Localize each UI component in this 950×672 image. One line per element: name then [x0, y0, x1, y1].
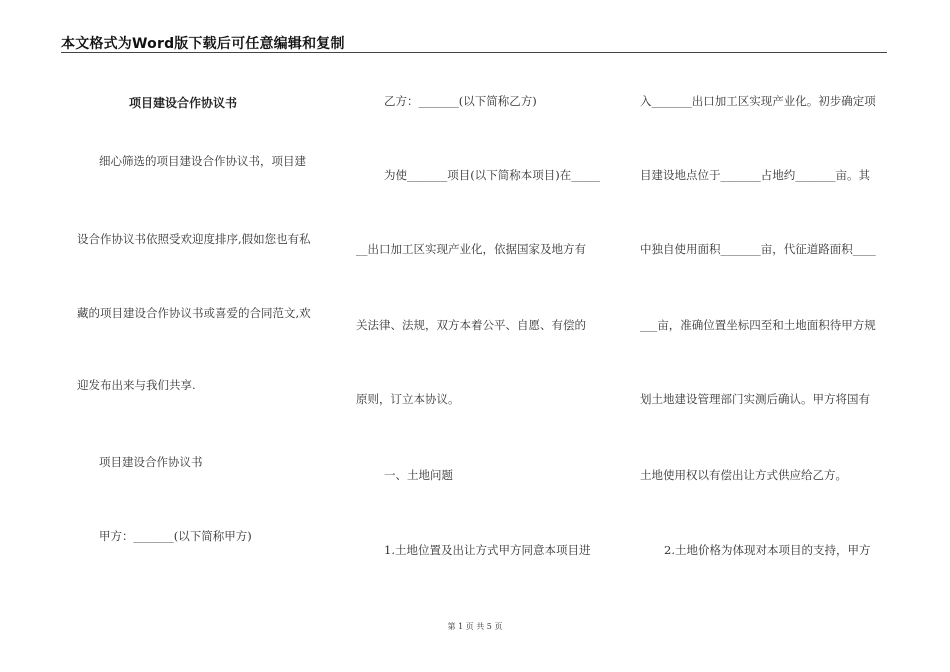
party-b-line: 乙方：_______(以下简称乙方): [384, 94, 537, 108]
paragraph-line: 迎发布出来与我们共享.: [77, 378, 196, 392]
page-number-footer: 第 1 页 共 5 页: [447, 622, 503, 631]
document-title: 项目建设合作协议书: [129, 96, 238, 110]
paragraph-line: 中独自使用面积_______亩，代征道路面积____: [640, 242, 876, 256]
section-heading: 一、土地问题: [384, 468, 453, 482]
page-header-title: 本文格式为Word版下载后可任意编辑和复制: [61, 36, 345, 52]
paragraph-line: 1.土地位置及出让方式甲方同意本项目进: [384, 543, 591, 557]
header-divider: [61, 52, 887, 53]
paragraph-line: 藏的项目建设合作协议书或喜爱的合同范文,欢: [77, 306, 311, 320]
paragraph-line: 设合作协议书依照受欢迎度排序,假如您也有私: [77, 232, 311, 246]
paragraph-line: 入_______出口加工区实现产业化。初步确定项: [640, 94, 876, 108]
paragraph-line: 细心筛选的项目建设合作协议书，项目建: [99, 154, 306, 168]
paragraph-line: 为使_______项目(以下简称本项目)在_____: [384, 168, 600, 182]
paragraph-line: 原则，订立本协议。: [356, 392, 460, 406]
paragraph-line: __出口加工区实现产业化，依据国家及地方有: [356, 242, 586, 256]
section-heading: 项目建设合作协议书: [99, 455, 203, 469]
paragraph-line: ___亩，准确位置坐标四至和土地面积待甲方规: [640, 318, 876, 332]
paragraph-line: 土地使用权以有偿出让方式供应给乙方。: [640, 468, 847, 482]
paragraph-line: 关法律、法规，双方本着公平、自愿、有偿的: [356, 318, 586, 332]
party-a-line: 甲方：_______(以下简称甲方): [99, 529, 252, 543]
paragraph-line: 划土地建设管理部门实测后确认。甲方将国有: [640, 392, 870, 406]
paragraph-line: 目建设地点位于_______占地约_______亩。其: [640, 168, 870, 182]
paragraph-line: 2.土地价格为体现对本项目的支持，甲方: [664, 543, 871, 557]
